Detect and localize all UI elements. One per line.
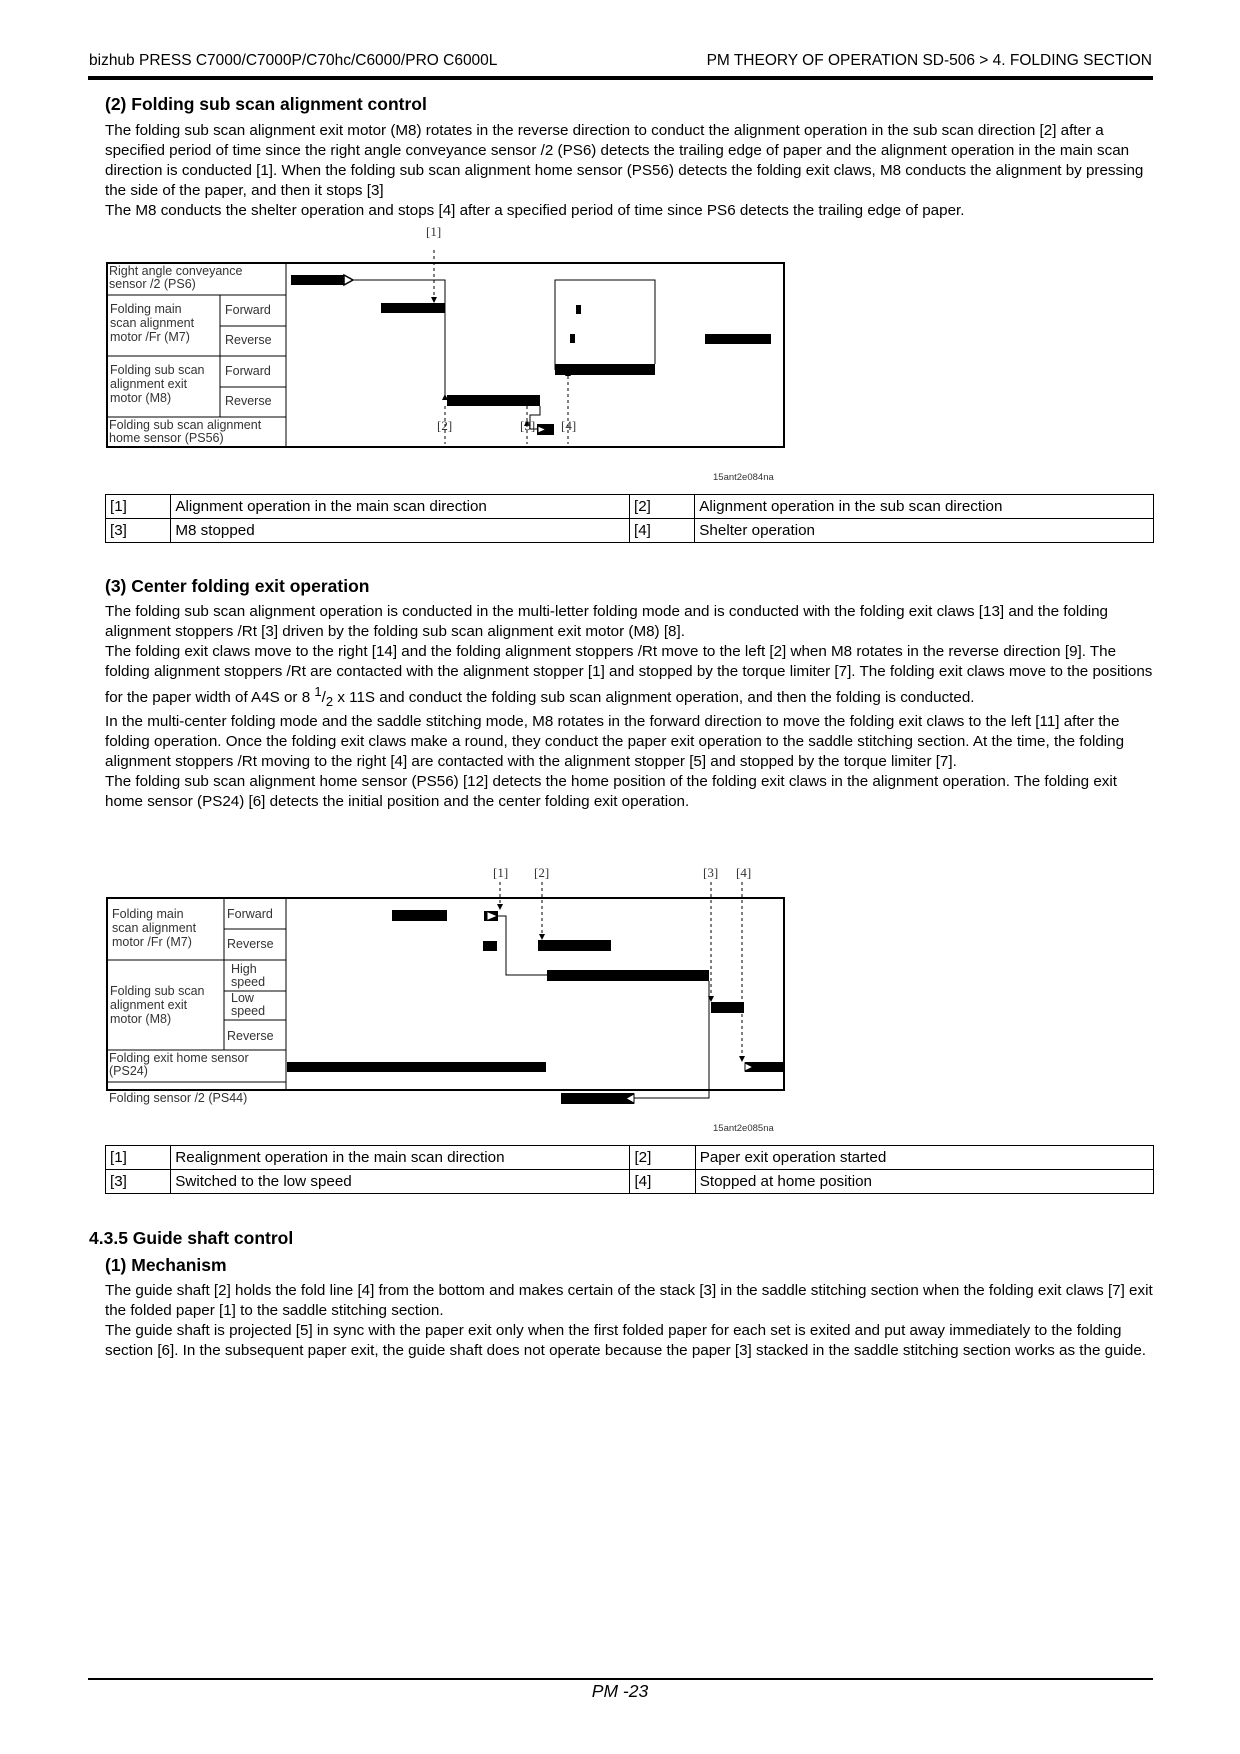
- ps6-on-bar: [291, 275, 344, 285]
- timing-diagram-exit: [100, 852, 800, 1134]
- section-body: [105, 121, 1155, 221]
- footer-rule: [88, 1678, 1153, 1680]
- forward-label: Forward: [225, 303, 271, 317]
- row-label-m7: Folding main scan alignment motor /Fr (M7): [112, 907, 197, 949]
- m8-low-speed-bar: [711, 1002, 744, 1013]
- m7-forward-pulse: [576, 305, 581, 314]
- row-label-ps6: Right angle conveyance sensor /2 (PS6): [109, 264, 243, 291]
- reverse-label: Reverse: [225, 333, 272, 347]
- row-label-m8: Folding sub scan alignment exit motor (M8): [110, 363, 205, 405]
- section-heading: (3) Center folding exit operation: [105, 576, 370, 596]
- header-rule: [88, 76, 1153, 80]
- paragraph: The folding sub scan alignment operation is conducted in the multi-letter folding mode and is conducted with the folding exit claws [13] and the folding alignment stoppers /Rt [3] driven by the folding sub scan alignment exit motor (M8) [8].: [105, 603, 1108, 640]
- m8-reverse-bar: [447, 395, 540, 406]
- m7-reverse-bar: [538, 940, 611, 951]
- image-id: 15ant2e084na: [713, 472, 774, 483]
- m7-forward-bar: [392, 910, 447, 921]
- ps44-on-bar: [561, 1093, 634, 1104]
- legend-table: [105, 1145, 1154, 1194]
- subsection-heading: (1) Mechanism: [105, 1255, 227, 1275]
- reverse-label: Reverse: [227, 937, 274, 951]
- legend-table: [105, 494, 1154, 543]
- m8-forward-bar: [555, 364, 655, 375]
- low-speed-label: Low speed: [231, 991, 266, 1018]
- header-section: PM THEORY OF OPERATION SD-506 > 4. FOLDING SECTION: [706, 52, 1152, 69]
- row-label-ps56: Folding sub scan alignment home sensor (PS56): [109, 418, 262, 445]
- section-heading: 4.3.5 Guide shaft control: [89, 1228, 294, 1248]
- section-body: [105, 1281, 1155, 1361]
- table-row: [1] Alignment operation in the main scan direction [2] Alignment operation in the sub scan direction: [106, 495, 1154, 519]
- marker-label: [1]: [493, 865, 509, 880]
- trailing-edge-arrow-icon: [344, 275, 353, 285]
- row-label-m7: Folding main scan alignment motor /Fr (M7): [110, 302, 195, 344]
- m7-reverse-bar: [705, 334, 771, 344]
- table-row: [1] Realignment operation in the main scan direction [2] Paper exit operation started: [106, 1146, 1154, 1170]
- header-model: bizhub PRESS C7000/C7000P/C70hc/C6000/PRO C6000L: [89, 52, 498, 69]
- row-label-ps44: Folding sensor /2 (PS44): [109, 1091, 248, 1105]
- m8-high-speed-bar: [547, 970, 709, 981]
- table-row: [3] Switched to the low speed [4] Stopped at home position: [106, 1170, 1154, 1194]
- image-id: 15ant2e085na: [713, 1123, 774, 1134]
- forward-label: Forward: [225, 364, 271, 378]
- m7-reverse-pulse: [570, 334, 575, 343]
- reverse-label: Reverse: [225, 394, 272, 408]
- paragraph: The guide shaft is projected [5] in sync with the paper exit only when the first folded paper for each set is exited and put away immediately to the folding section [6]. In the subsequent paper exit, the guide shaft does not operate because the paper [3] stacked in the saddle stitching section works as the guide.: [105, 1322, 1147, 1359]
- marker-label: [3]: [703, 865, 719, 880]
- marker-label: [4]: [736, 865, 752, 880]
- marker-label: [1]: [426, 224, 442, 239]
- paragraph: The folding sub scan alignment exit motor (M8) rotates in the reverse direction to conduct the alignment operation in the sub scan direction [2] after a specified period of time since the right angle conveyance sensor /2 (PS6) detects the trailing edge of paper and the alignment operation in the main scan direction is conducted [1]. When the folding sub scan alignment home sensor (PS56) detects the folding exit claws, M8 conducts the alignment by pressing the side of the paper, and then it stops [3]: [105, 122, 1144, 199]
- marker-label: [3]: [520, 418, 536, 433]
- paragraph: The folding sub scan alignment home sensor (PS56) [12] detects the home position of the folding exit claws in the alignment operation. The folding exit home sensor (PS24) [6] detects the initial position and the center folding exit operation.: [105, 773, 1117, 811]
- paragraph: In the multi-center folding mode and the saddle stitching mode, M8 rotates in the forward direction to move the folding exit claws to the left [11] after the folding operation. Once the folding exit claws make a round, they conduct the paper exit operation to the saddle stitching section. At the time, the folding alignment stoppers /Rt moving to the right [4] are contacted with the alignment stopper [5] and stopped by the torque limiter [7].: [105, 713, 1125, 771]
- marker-label: [4]: [561, 418, 577, 433]
- row-label-m8: Folding sub scan alignment exit motor (M8): [110, 984, 205, 1026]
- section-body: [105, 602, 1155, 812]
- table-row: [3] M8 stopped [4] Shelter operation: [106, 519, 1154, 543]
- forward-label: Forward: [227, 907, 273, 921]
- ps24-on-bar: [287, 1062, 546, 1072]
- marker-label: [2]: [437, 418, 453, 433]
- marker-label: [2]: [534, 865, 550, 880]
- reverse-label: Reverse: [227, 1029, 274, 1043]
- page-number: PM -23: [591, 1681, 649, 1701]
- row-label-ps24: Folding exit home sensor (PS24): [109, 1051, 249, 1078]
- timing-diagram-alignment: [100, 222, 800, 484]
- paragraph: The M8 conducts the shelter operation and stops [4] after a specified period of time since PS6 detects the trailing edge of paper.: [105, 202, 965, 219]
- high-speed-label: High speed: [231, 962, 266, 989]
- section-heading: (2) Folding sub scan alignment control: [105, 94, 427, 114]
- paragraph: The guide shaft [2] holds the fold line [4] from the bottom and makes certain of the stack [3] in the saddle stitching section when the folding exit claws [7] exit the folded paper [1] to the saddle stitching section.: [105, 1282, 1153, 1319]
- m7-forward-bar: [381, 303, 445, 313]
- m7-reverse-pulse: [483, 941, 497, 951]
- paragraph: The folding exit claws move to the right [14] and the folding alignment stoppers /Rt move to the left [2] when M8 rotates in the reverse direction [9]. The folding alignment stoppers /Rt are contacted with the alignment stopper [1] and stopped by the torque limiter [7]. The folding exit claws move to the positions for the paper width of A4S or 8 $^1/_2$ x 11S and conduct the folding sub scan alignment operation, and then the folding is conducted.: [105, 643, 1153, 710]
